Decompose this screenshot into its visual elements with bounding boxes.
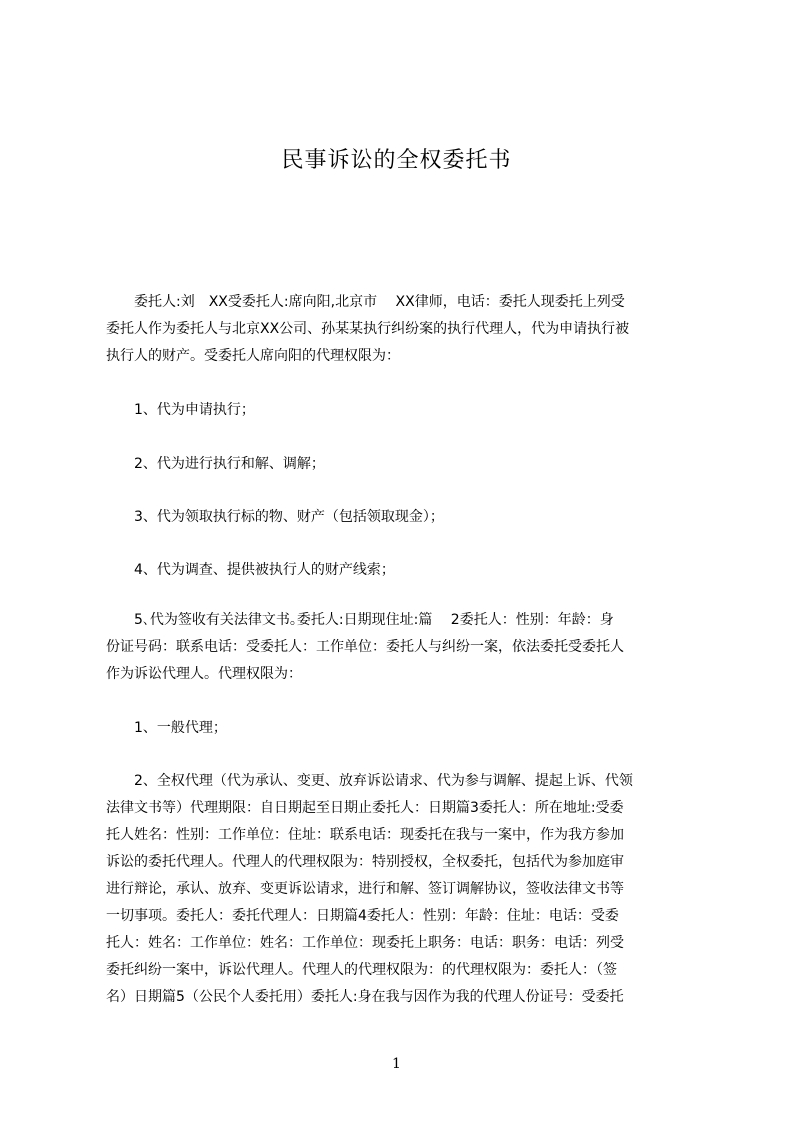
paragraph-line: 5､代为签收有关法律文书｡委托人:日期现住址:篇 2委托人：性别：年龄：身	[106, 612, 614, 628]
paragraph-line: 1、代为申请执行；	[106, 402, 255, 418]
paragraph-item-2	[106, 451, 710, 478]
paragraph-item-5	[106, 607, 710, 688]
paragraph-item-3	[106, 504, 710, 531]
paragraph-item-4	[106, 557, 710, 584]
paragraph-line: 进行辩论，承认、放弃、变更诉讼请求，进行和解、签订调解协议，签收法律文书等	[106, 881, 624, 897]
paragraph-line: 委托人:刘 XX受委托人:席向阳,北京市 XX律师，电话：委托人现委托上列受	[106, 294, 625, 310]
paragraph-line: 一切事项。委托人：委托代理人：日期篇4委托人：性别：年龄：住址：电话：受委	[106, 908, 619, 924]
paragraph-line: 2、代为进行执行和解、调解；	[106, 456, 325, 472]
paragraph-line: 名）日期篇5（公民个人委托用）委托人:身在我与因作为我的代理人份证号：受委托	[106, 989, 624, 1005]
paragraph-line: 份证号码：联系电话：受委托人：工作单位：委托人与纠纷一案，依法委托受委托人	[106, 639, 624, 655]
paragraph-line: 4、代为调查、提供被执行人的财产线索；	[106, 562, 395, 578]
paragraph-line: 委托纠纷一案中，诉讼代理人。代理人的代理权限为：的代理权限为：委托人：（签	[106, 962, 617, 978]
paragraph-line: 托人：姓名：工作单位：姓名：工作单位：现委托上职务：电话：职务：电话：列受	[106, 935, 624, 951]
paragraph-item-1	[106, 397, 710, 424]
paragraph-line: 法律文书等）代理期限：自日期起至日期止委托人：日期篇3委托人：所在地址:受委	[106, 800, 624, 816]
paragraph-line: 1、一般代理；	[106, 720, 227, 736]
paragraph-line: 委托人作为委托人与北京XX公司、孙某某执行纠纷案的执行代理人，代为申请执行被	[106, 321, 630, 337]
paragraph-line: 2、全权代理（代为承认、变更、放弃诉讼请求、代为参与调解、提起上诉、代领	[106, 773, 633, 789]
paragraph-line: 作为诉讼代理人。代理权限为：	[106, 666, 302, 682]
paragraph-line: 执行人的财产。受委托人席向阳的代理权限为：	[106, 348, 400, 364]
page-number: 1	[392, 1056, 401, 1072]
paragraph-line: 3、代为领取执行标的物、财产（包括领取现金）；	[106, 509, 444, 525]
document-title: 民事诉讼的全权委托书	[281, 148, 512, 173]
paragraph-general-agency	[106, 715, 710, 742]
paragraph-line: 诉讼的委托代理人。代理人的代理权限为：特别授权，全权委托，包括代为参加庭审	[106, 854, 624, 870]
paragraph-full-agency	[106, 768, 710, 1011]
paragraph-line: 托人姓名：性别：工作单位：住址：联系电话：现委托在我与一案中，作为我方参加	[106, 827, 624, 843]
paragraph-intro	[106, 289, 710, 370]
